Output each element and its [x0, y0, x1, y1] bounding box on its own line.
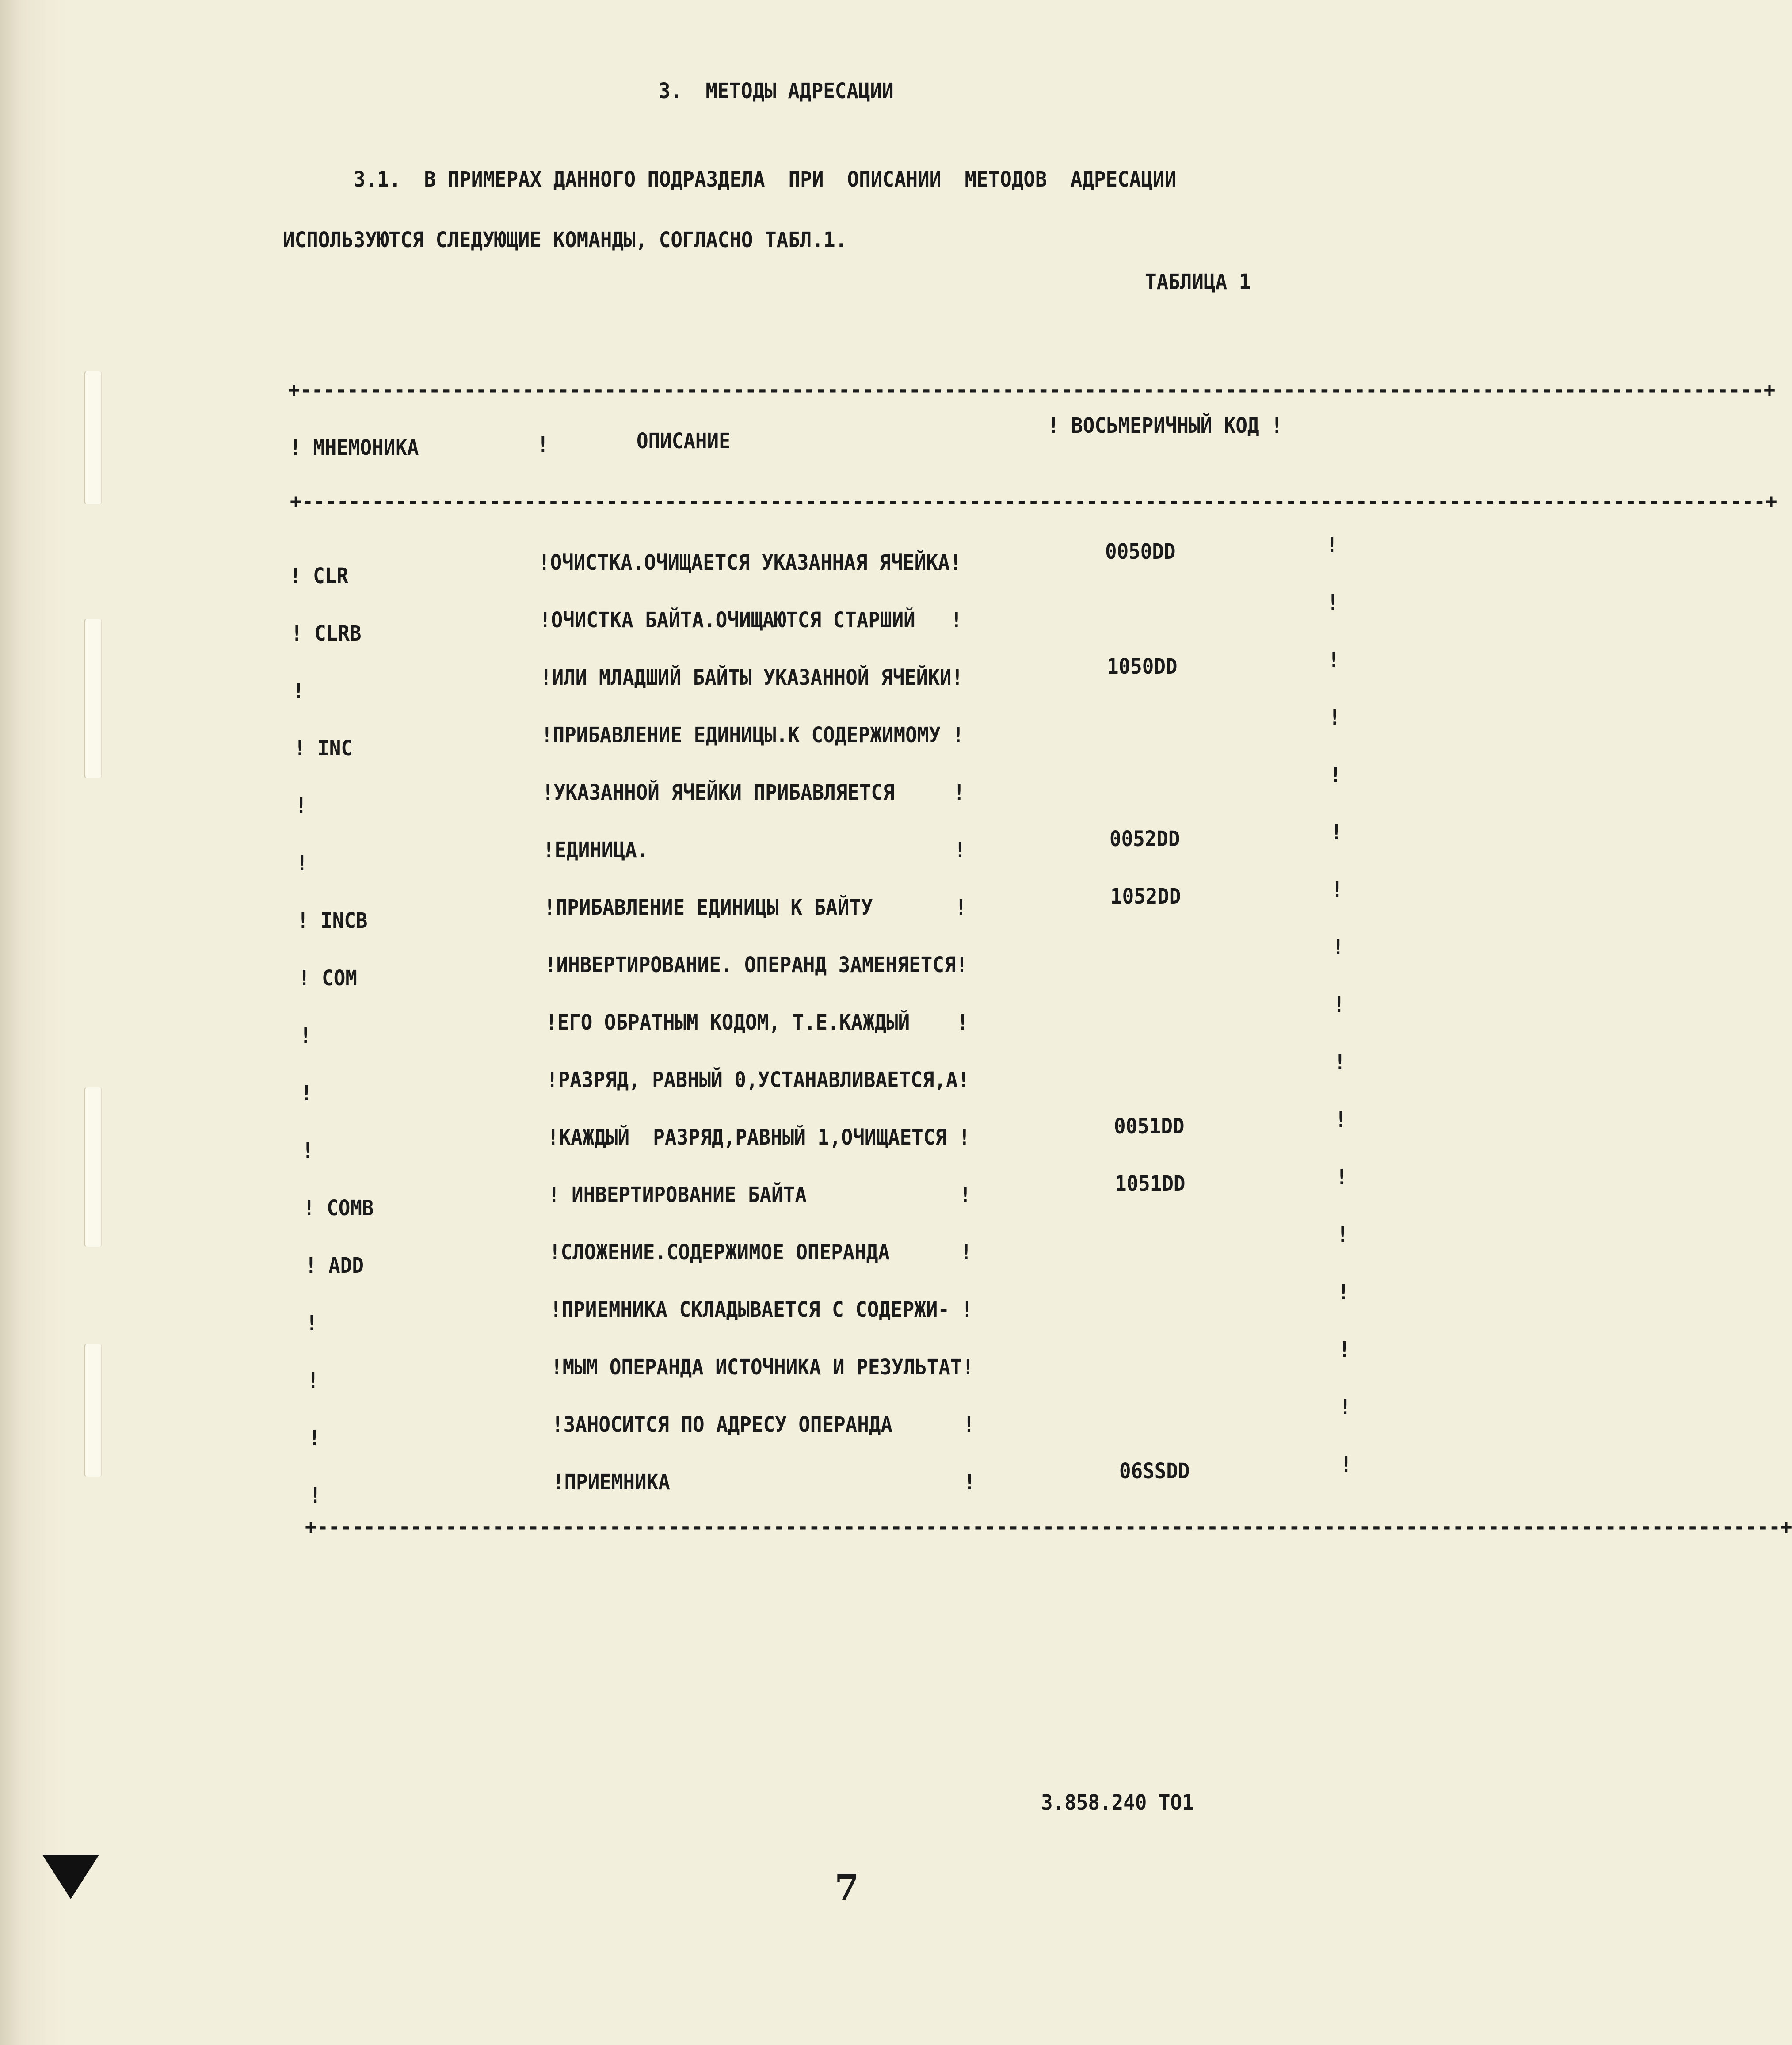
cell-description: !ПРИБАВЛЕНИЕ ЕДИНИЦЫ К БАЙТУ ! — [544, 895, 967, 920]
cell-row-end: ! — [1330, 763, 1342, 787]
header-octal-code: ! ВОСЬМЕРИЧНЫЙ КОД ! — [1048, 413, 1283, 438]
header-mnemonic: ! МНЕМОНИКА — [290, 435, 419, 460]
binding-hole-lower — [84, 1087, 102, 1247]
cell-mnemonic: ! COMB — [303, 1196, 374, 1221]
cell-description: !ИЛИ МЛАДШИЙ БАЙТЫ УКАЗАННОЙ ЯЧЕЙКИ! — [540, 665, 964, 690]
cell-row-end: ! — [1333, 992, 1345, 1017]
cell-row-end: ! — [1334, 1050, 1346, 1075]
cell-row-end: ! — [1327, 590, 1339, 615]
binding-hole-upper — [84, 619, 102, 778]
cell-row-end: ! — [1331, 820, 1342, 845]
table-row — [0, 763, 1472, 818]
cell-mnemonic: ! — [293, 679, 305, 703]
table-border-top: +-----------------------------------------------------------------------------------------------------------------------------+ — [288, 379, 1776, 401]
table-border-bottom: +-----------------------------------------------------------------------------------------------------------------------------+ — [305, 1516, 1792, 1538]
cell-octal-code: 1050DD — [1107, 654, 1178, 679]
black-triangle-mark — [42, 1855, 99, 1899]
cell-description: !ЗАНОСИТСЯ ПО АДРЕСУ ОПЕРАНДА ! — [552, 1412, 975, 1437]
cell-row-end: ! — [1331, 878, 1343, 902]
cell-row-end: ! — [1332, 935, 1344, 960]
cell-description: !УКАЗАННОЙ ЯЧЕЙКИ ПРИБАВЛЯЕТСЯ ! — [542, 780, 965, 805]
table-row — [0, 1452, 1472, 1508]
table-row — [0, 1280, 1472, 1335]
cell-row-end: ! — [1337, 1222, 1349, 1247]
cell-mnemonic: ! ADD — [305, 1253, 364, 1278]
cell-description: !КАЖДЫЙ РАЗРЯД,РАВНЫЙ 1,ОЧИЩАЕТСЯ ! — [547, 1125, 971, 1150]
table-row — [0, 820, 1472, 876]
table-label: ТАБЛИЦА 1 — [1145, 270, 1251, 294]
cell-mnemonic: ! — [309, 1483, 321, 1508]
cell-row-end: ! — [1339, 1395, 1351, 1419]
cell-octal-code: 1052DD — [1110, 884, 1181, 909]
cell-description: !ИНВЕРТИРОВАНИЕ. ОПЕРАНД ЗАМЕНЯЕТСЯ! — [545, 953, 968, 977]
section-heading: 3. МЕТОДЫ АДРЕСАЦИИ — [659, 79, 894, 103]
cell-description: !РАЗРЯД, РАВНЫЙ 0,УСТАНАВЛИВАЕТСЯ,А! — [546, 1068, 970, 1092]
table-row — [0, 590, 1472, 646]
table-row — [0, 1337, 1472, 1393]
cell-row-end: ! — [1338, 1280, 1350, 1305]
header-description: ОПИСАНИЕ — [637, 429, 731, 454]
cell-mnemonic: ! COM — [298, 966, 357, 991]
table-row — [0, 878, 1472, 933]
intro-line-1: 3.1. В ПРИМЕРАХ ДАННОГО ПОДРАЗДЕЛА ПРИ ОПИСАНИИ МЕТОДОВ АДРЕСАЦИИ — [354, 167, 1177, 192]
table-row — [0, 1222, 1472, 1278]
table-row — [0, 705, 1472, 761]
cell-description: !ОЧИСТКА.ОЧИЩАЕТСЯ УКАЗАННАЯ ЯЧЕЙКА! — [538, 550, 962, 575]
cell-description: !ПРИБАВЛЕНИЕ ЕДИНИЦЫ.К СОДЕРЖИМОМУ ! — [541, 723, 965, 748]
cell-row-end: ! — [1336, 1165, 1348, 1190]
cell-description: !СЛОЖЕНИЕ.СОДЕРЖИМОЕ ОПЕРАНДА ! — [549, 1240, 972, 1265]
cell-description: !ПРИЕМНИКА СКЛАДЫВАЕТСЯ С СОДЕРЖИ- ! — [550, 1297, 973, 1322]
intro-line-2: ИСПОЛЬЗУЮТСЯ СЛЕДУЮЩИЕ КОМАНДЫ, СОГЛАСНО ТАБЛ.1. — [283, 228, 847, 252]
cell-description: ! ИНВЕРТИРОВАНИЕ БАЙТА ! — [548, 1183, 972, 1207]
cell-row-end: ! — [1328, 648, 1340, 672]
cell-row-end: ! — [1340, 1452, 1352, 1477]
cell-mnemonic: ! — [295, 794, 307, 818]
table-row — [0, 1050, 1472, 1106]
cell-description: !МЫМ ОПЕРАНДА ИСТОЧНИКА И РЕЗУЛЬТАТ! — [551, 1355, 974, 1380]
cell-octal-code: 0050DD — [1105, 539, 1176, 564]
table-row — [0, 533, 1472, 588]
cell-row-end: ! — [1326, 533, 1338, 557]
page-number: 7 — [835, 1866, 859, 1908]
table-row — [0, 1165, 1472, 1221]
cell-mnemonic: ! — [301, 1081, 313, 1106]
cell-mnemonic: ! — [296, 851, 308, 876]
table-row — [0, 1107, 1472, 1163]
cell-description: !ПРИЕМНИКА ! — [553, 1470, 976, 1495]
cell-octal-code: 0052DD — [1110, 827, 1180, 851]
table-header-row — [0, 413, 1472, 460]
cell-mnemonic: ! — [302, 1138, 314, 1163]
cell-octal-code: 1051DD — [1115, 1171, 1186, 1196]
cell-mnemonic: ! — [307, 1368, 319, 1393]
cell-mnemonic: ! CLRB — [291, 621, 362, 646]
cell-mnemonic: ! — [309, 1426, 320, 1450]
cell-octal-code: 06SSDD — [1119, 1459, 1190, 1484]
cell-row-end: ! — [1338, 1337, 1350, 1362]
cell-mnemonic: ! INC — [294, 736, 353, 761]
header-separator: ! — [537, 432, 549, 457]
cell-mnemonic: ! — [306, 1311, 318, 1335]
cell-row-end: ! — [1329, 705, 1341, 730]
cell-octal-code: 0051DD — [1114, 1114, 1185, 1139]
table-row — [0, 648, 1472, 703]
cell-row-end: ! — [1335, 1107, 1347, 1132]
table-border-mid: +-----------------------------------------------------------------------------------------------------------------------------+ — [290, 490, 1777, 513]
cell-mnemonic: ! — [300, 1023, 312, 1048]
cell-description: !ОЧИСТКА БАЙТА.ОЧИЩАЮТСЯ СТАРШИЙ ! — [539, 608, 963, 633]
table-row — [0, 992, 1472, 1048]
cell-description: !ЕГО ОБРАТНЫМ КОДОМ, Т.Е.КАЖДЫЙ ! — [545, 1010, 969, 1035]
table-row — [0, 935, 1472, 991]
cell-description: !ЕДИНИЦА. ! — [543, 838, 966, 862]
cell-mnemonic: ! CLR — [290, 564, 348, 588]
table-row — [0, 1395, 1472, 1450]
document-code: 3.858.240 ТО1 — [1041, 1790, 1194, 1815]
cell-mnemonic: ! INCB — [297, 908, 368, 933]
